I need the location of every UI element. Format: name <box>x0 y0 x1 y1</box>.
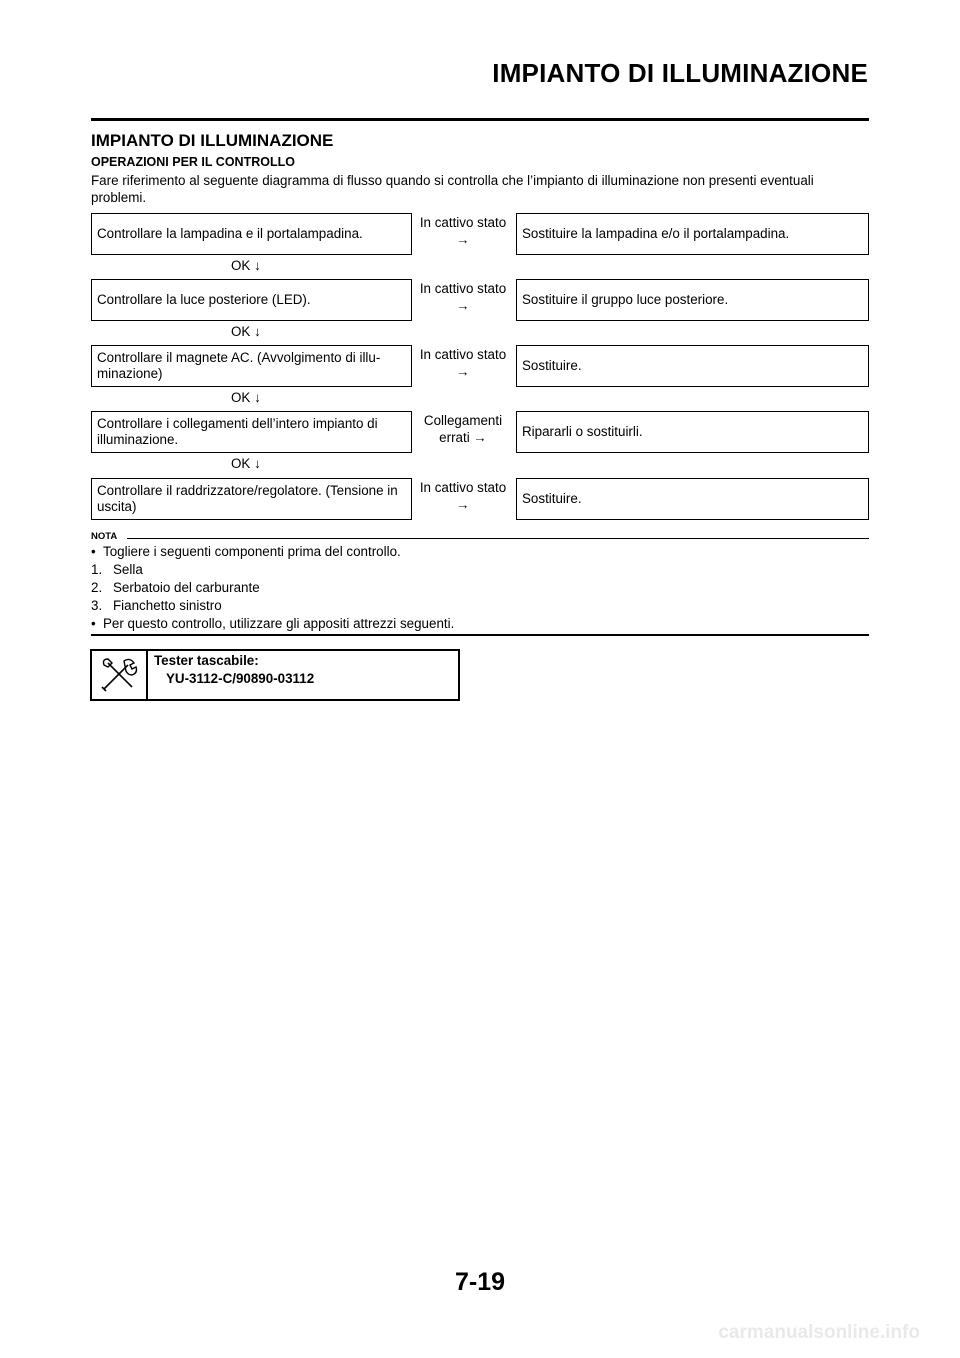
tool-name: Tester tascabile: <box>154 653 259 668</box>
flow-step-4 <box>91 411 869 471</box>
check-box: Controllare i collegamenti dell’intero impianto di illuminazione. <box>91 411 412 453</box>
list-item: • Togliere i seguenti componenti prima del controllo. <box>91 544 401 559</box>
flow-step-5 <box>91 478 869 520</box>
action-box: Sostituire. <box>516 345 869 387</box>
tool-code: YU-3112-C/90890-03112 <box>166 671 315 686</box>
wrench-icon <box>92 651 148 699</box>
list-item: 1. Sella <box>91 562 143 577</box>
page-number: 7-19 <box>454 1268 506 1296</box>
condition-label: Collegamenti errati → <box>423 413 503 445</box>
condition-label: In cattivo stato → <box>419 347 507 379</box>
ok-label: OK ↓ <box>231 456 261 471</box>
section-subtitle: OPERAZIONI PER IL CONTROLLO <box>91 155 295 169</box>
action-box: Sostituire la lampadina e/o il portalampadina. <box>516 213 869 255</box>
footer-watermark: carmanualsonline.info <box>718 1322 920 1343</box>
check-box: Controllare la lampadina e il portalampadina. <box>91 213 412 255</box>
intro-paragraph: Fare riferimento al seguente diagramma di flusso quando si controlla che l’impianto di illuminazione non presenti eventuali problemi. <box>91 173 814 205</box>
list-item: • Per questo controllo, utilizzare gli appositi attrezzi seguenti. <box>91 616 455 631</box>
check-box: Controllare la luce posteriore (LED). <box>91 279 412 321</box>
header-rule <box>91 118 869 121</box>
arrow-right-icon: → <box>456 497 470 512</box>
flow-step-3 <box>91 345 869 405</box>
nota-label: NOTA <box>91 531 121 542</box>
flow-step-2 <box>91 279 869 339</box>
action-box: Sostituire. <box>516 478 869 520</box>
nota-list <box>91 543 869 633</box>
nota-end-rule <box>91 634 869 636</box>
section-title: IMPIANTO DI ILLUMINAZIONE <box>91 131 334 150</box>
ok-label: OK ↓ <box>231 258 261 273</box>
check-box: Controllare il raddrizzatore/regolatore. (Tensione in uscita) <box>91 478 412 520</box>
nota-rule <box>127 538 869 539</box>
arrow-right-icon: → <box>456 232 470 247</box>
arrow-right-icon: → <box>456 298 470 313</box>
list-item: 2. Serbatoio del carburante <box>91 580 260 595</box>
condition-label: In cattivo stato → <box>419 281 507 313</box>
action-box: Sostituire il gruppo luce posteriore. <box>516 279 869 321</box>
action-box: Ripararli o sostituirli. <box>516 411 869 453</box>
condition-label: In cattivo stato → <box>419 480 507 512</box>
ok-label: OK ↓ <box>231 324 261 339</box>
flow-step-1 <box>91 213 869 273</box>
check-box: Controllare il magnete AC. (Avvolgimento di illu-minazione) <box>91 345 412 387</box>
arrow-right-icon: → <box>456 364 470 379</box>
ok-label: OK ↓ <box>231 390 261 405</box>
arrow-right-icon: → <box>473 430 487 445</box>
page-header-title: IMPIANTO DI ILLUMINAZIONE <box>492 58 868 88</box>
list-item: 3. Fianchetto sinistro <box>91 598 222 613</box>
condition-label: In cattivo stato → <box>419 215 507 247</box>
special-tool-box <box>90 649 460 701</box>
